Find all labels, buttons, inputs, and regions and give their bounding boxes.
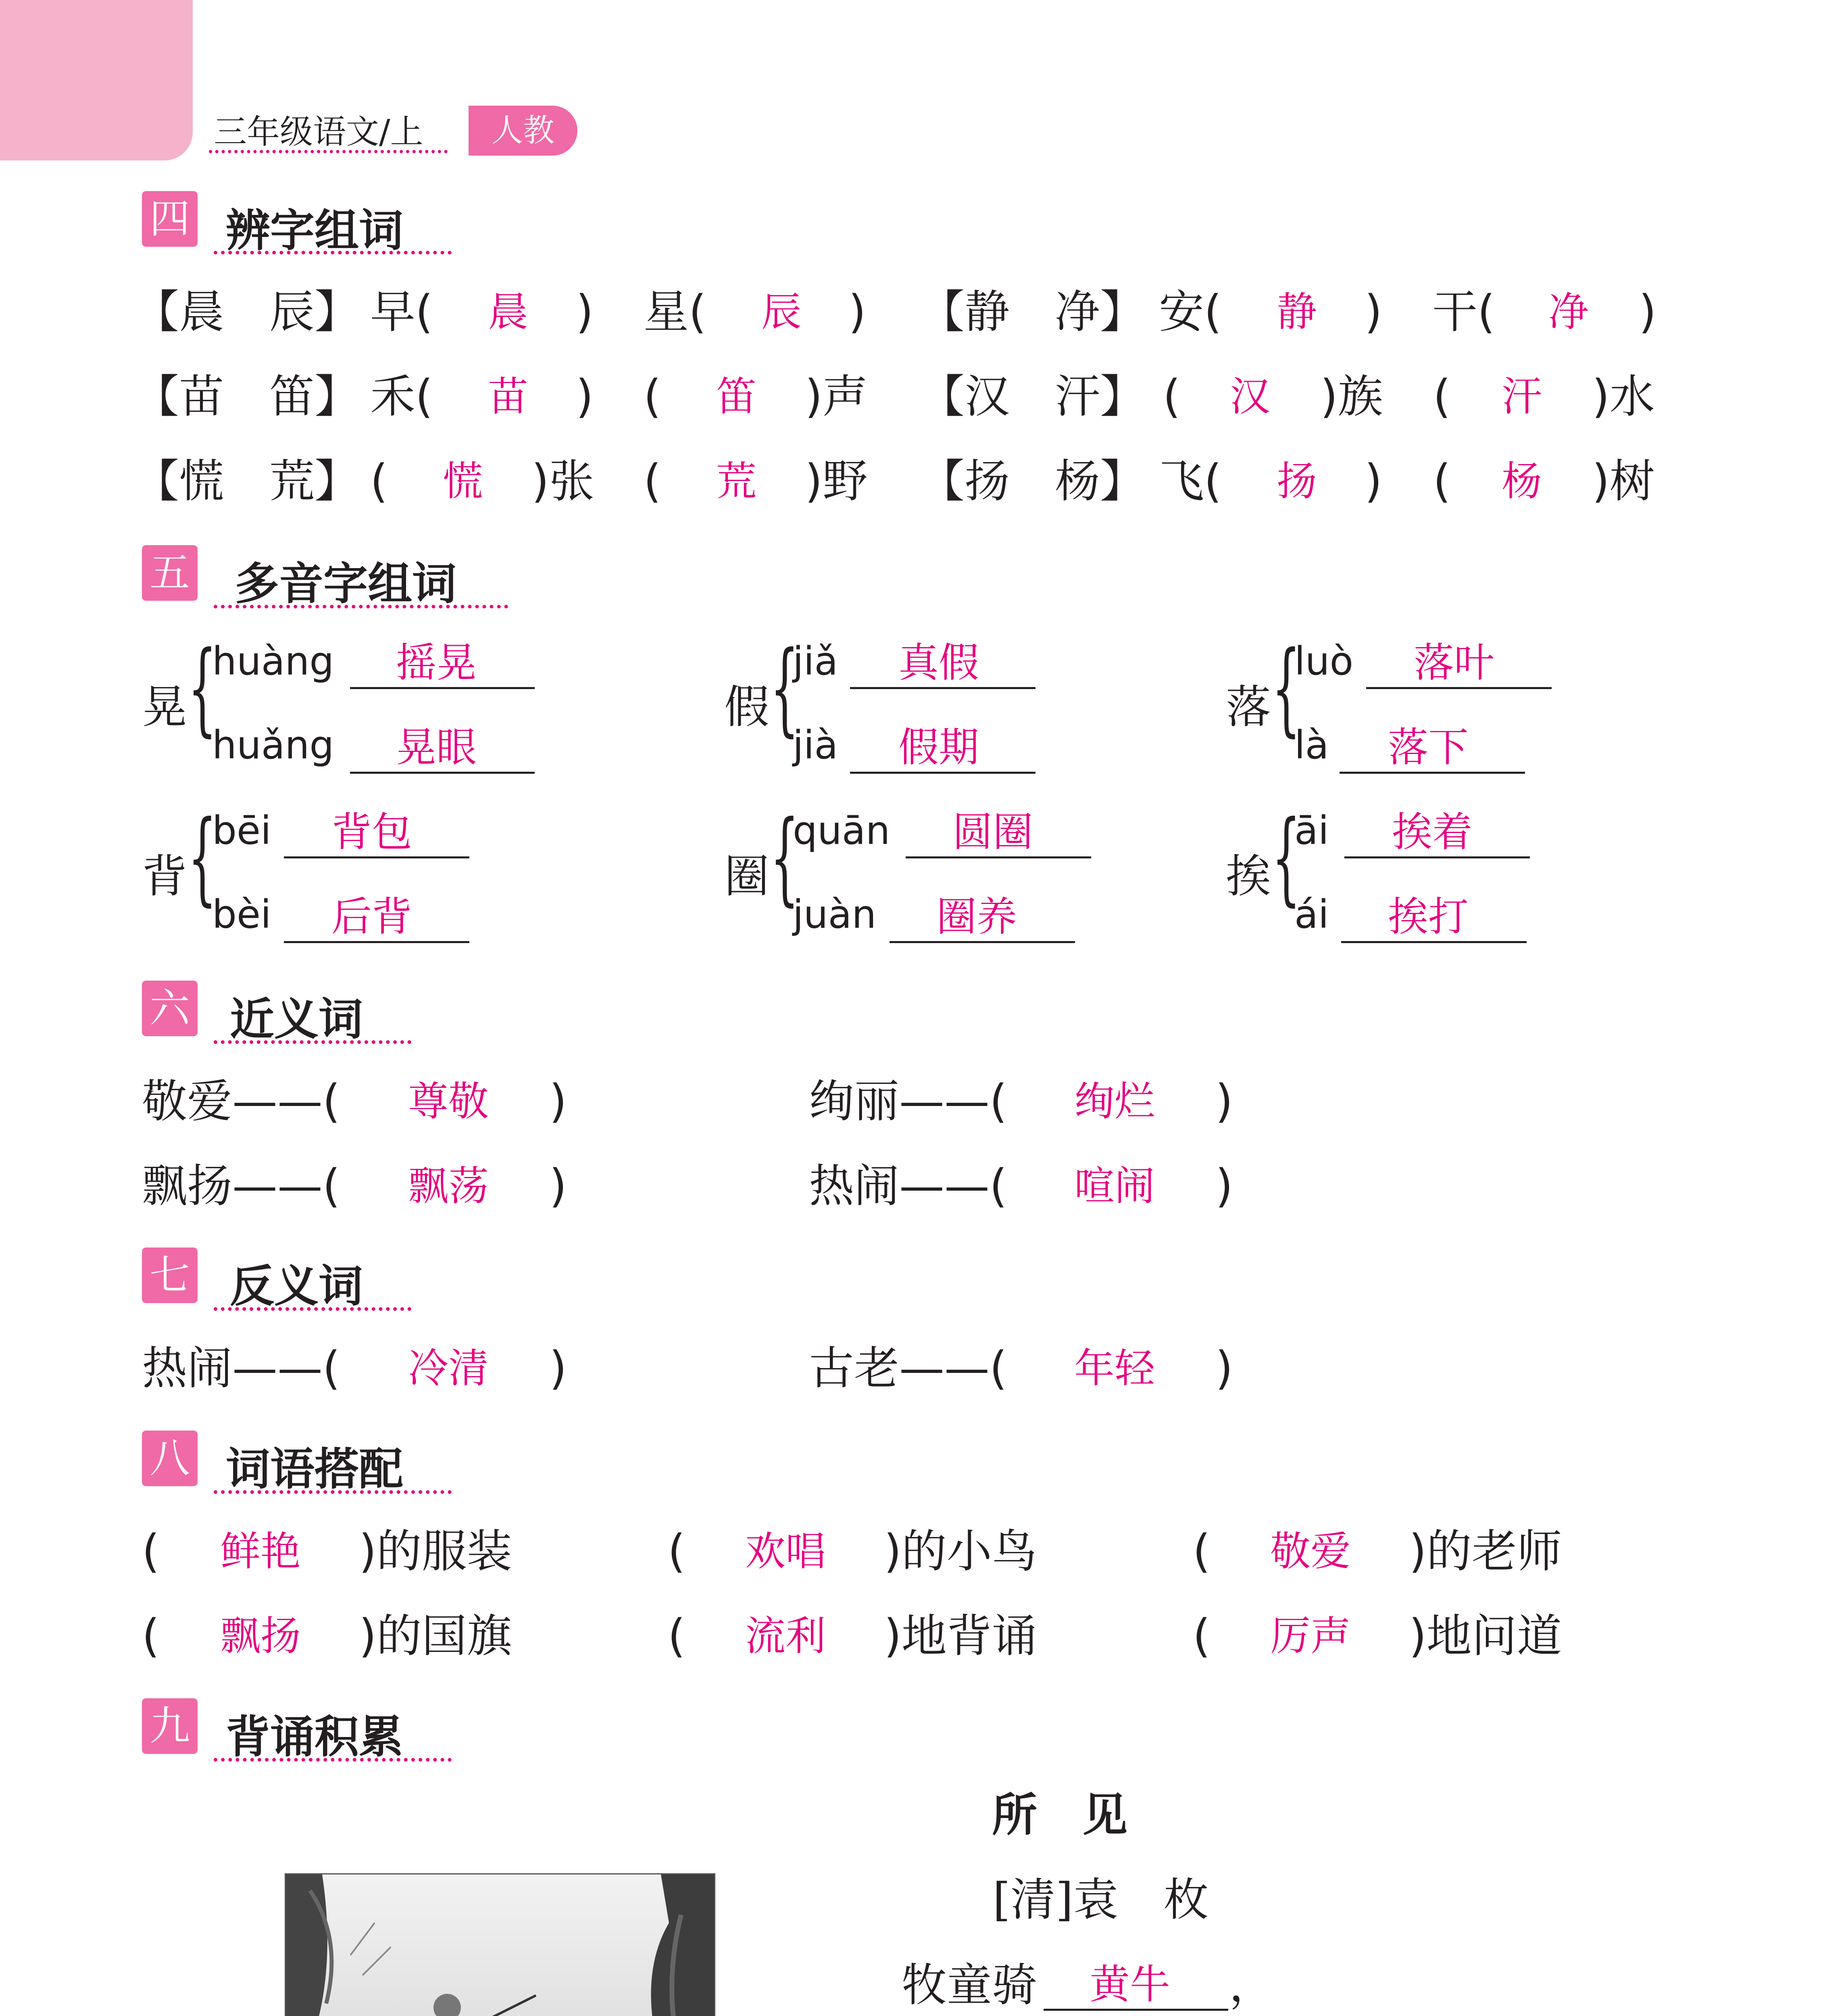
pinyin: āi (1294, 808, 1329, 853)
answer: 辰 (761, 288, 802, 335)
open-paren: ( (1193, 1525, 1211, 1578)
answer: 欢唱 (745, 1528, 826, 1575)
answer: 真假 (898, 639, 979, 686)
open-paren: ( (668, 1610, 685, 1662)
answer: 飘荡 (408, 1162, 489, 1210)
answer-line (284, 856, 469, 858)
answer: 圆圈 (952, 808, 1033, 856)
collocation-word: )的国旗 (359, 1610, 512, 1662)
word-suffix: )树 (1592, 455, 1655, 508)
collocation-word: )地问道 (1409, 1610, 1562, 1662)
section-9-title: 背诵积累 (226, 1711, 403, 1763)
collocation-word: )的老师 (1409, 1525, 1562, 1578)
answer: 晃眼 (396, 724, 477, 771)
word-prefix: 早( (370, 286, 433, 338)
word-prefix: ( (644, 371, 661, 423)
answer-line (1344, 856, 1530, 858)
answer: 挨打 (1388, 893, 1469, 940)
word-suffix: ) (1365, 286, 1382, 338)
open-paren: ( (668, 1525, 685, 1578)
pinyin: jiǎ (793, 639, 838, 684)
pinyin: quān (793, 808, 890, 853)
answer-line (350, 772, 535, 774)
answer-line (1044, 2009, 1228, 2011)
word-suffix: ) (576, 371, 594, 423)
answer: 流利 (745, 1612, 826, 1660)
pinyin: jià (793, 723, 838, 768)
answer-line (906, 856, 1091, 858)
pinyin: bēi (212, 808, 271, 853)
section-7-title: 反义词 (230, 1260, 363, 1312)
section-8-title: 词语搭配 (226, 1443, 403, 1495)
answer: 落下 (1388, 724, 1469, 771)
answer: 圈养 (936, 893, 1017, 940)
open-paren: ( (142, 1525, 160, 1578)
section-5-title: 多音字组词 (235, 558, 456, 610)
answer: 扬 (1277, 458, 1317, 505)
answer-line (890, 941, 1075, 943)
section-6-underline (214, 1040, 411, 1044)
word-prefix: ( (1433, 455, 1451, 508)
pinyin: luò (1294, 639, 1354, 684)
word-prefix: 禾( (370, 371, 433, 423)
answer-line (1341, 941, 1527, 943)
word-suffix: ) (576, 286, 594, 338)
publisher-badge: 人教 (469, 106, 577, 156)
answer: 喧闹 (1074, 1162, 1155, 1210)
section-8-number: 八 (142, 1431, 198, 1486)
synonym-word: 飘扬——( (142, 1160, 340, 1212)
word-prefix: 干( (1432, 286, 1495, 338)
answer: 苗 (488, 373, 528, 420)
answer: 尊敬 (408, 1078, 489, 1125)
brace-icon: { (770, 799, 799, 916)
poem-line-1-suffix: ， (1229, 1959, 1274, 2012)
answer: 鲜艳 (220, 1528, 301, 1575)
word-suffix: )张 (531, 455, 594, 508)
brace-icon: { (188, 629, 217, 747)
section-5-underline (214, 605, 508, 608)
answer: 荒 (716, 458, 756, 505)
polyphone-char: 落 (1226, 681, 1271, 733)
answer: 飘扬 (220, 1612, 301, 1660)
section-5-number: 五 (142, 545, 198, 601)
collocation-word: )地背诵 (884, 1610, 1037, 1662)
word-prefix: ( (1433, 371, 1451, 423)
word-suffix: )声 (805, 371, 868, 423)
pinyin: huàng (212, 639, 334, 684)
header-dotted-line (209, 150, 448, 153)
antonym-word: 古老——( (809, 1342, 1007, 1395)
answer-line (1340, 772, 1525, 774)
word-suffix: )水 (1592, 371, 1655, 423)
answer: 厉声 (1270, 1612, 1351, 1660)
answer: 年轻 (1074, 1345, 1155, 1392)
answer: 黄牛 (1090, 1961, 1170, 2008)
word-prefix: ( (1163, 371, 1181, 423)
word-prefix: ( (644, 455, 661, 508)
polyphone-char: 挨 (1226, 850, 1271, 903)
brace-icon: { (770, 629, 799, 747)
section-7-number: 七 (142, 1248, 198, 1303)
answer: 慌 (443, 458, 483, 505)
answer-line (1366, 687, 1552, 689)
char-group-left: 【苗 笛】 (134, 371, 360, 423)
section-8-underline (214, 1490, 452, 1494)
section-7-underline (214, 1307, 411, 1311)
pinyin: là (1294, 723, 1329, 768)
polyphone-char: 假 (724, 681, 769, 733)
answer: 敬爱 (1270, 1528, 1351, 1575)
answer: 冷清 (408, 1345, 489, 1392)
answer: 晨 (488, 288, 528, 335)
close-paren: ) (549, 1160, 567, 1212)
open-paren: ( (142, 1610, 160, 1662)
close-paren: ) (549, 1075, 567, 1128)
char-group-right: 【静 净】 (919, 286, 1145, 338)
synonym-word: 绚丽——( (809, 1075, 1007, 1128)
answer-line (850, 687, 1036, 689)
answer: 摇晃 (396, 639, 477, 686)
section-6-title: 近义词 (230, 993, 363, 1045)
answer: 净 (1548, 288, 1589, 335)
word-prefix: 星( (644, 286, 706, 338)
section-6-number: 六 (142, 981, 198, 1036)
answer: 挨着 (1392, 808, 1473, 856)
answer-line (350, 687, 535, 689)
open-paren: ( (1193, 1610, 1211, 1662)
answer: 落叶 (1414, 639, 1494, 686)
word-prefix: ( (370, 455, 388, 508)
close-paren: ) (1215, 1075, 1233, 1128)
synonym-word: 热闹——( (809, 1160, 1007, 1212)
char-group-left: 【晨 辰】 (134, 286, 360, 338)
polyphone-char: 晃 (142, 681, 187, 733)
word-suffix: )族 (1320, 371, 1383, 423)
char-group-left: 【慌 荒】 (134, 455, 360, 508)
section-9-number: 九 (142, 1698, 198, 1754)
section-4-number: 四 (142, 191, 198, 247)
brace-icon: { (1272, 799, 1301, 916)
answer: 汗 (1502, 373, 1542, 420)
brace-icon: { (1272, 629, 1301, 747)
section-4-underline (214, 251, 452, 254)
poem-line-1-prefix: 牧童骑 (902, 1959, 1037, 2012)
poem-title: 所 见 (992, 1789, 1127, 1841)
answer: 背包 (331, 808, 412, 856)
word-prefix: 安( (1159, 286, 1222, 338)
close-paren: ) (1215, 1342, 1233, 1395)
poem-illustration (285, 1873, 715, 2016)
word-suffix: )野 (805, 455, 868, 508)
section-9-underline (214, 1758, 452, 1762)
book-title: 三年级语文/上 (214, 113, 423, 151)
brace-icon: { (188, 799, 217, 916)
answer: 绚烂 (1074, 1078, 1155, 1125)
answer: 笛 (716, 373, 756, 420)
word-suffix: ) (848, 286, 866, 338)
close-paren: ) (549, 1342, 567, 1395)
pinyin: ái (1294, 892, 1329, 937)
synonym-word: 敬爱——( (142, 1075, 340, 1128)
word-suffix: ) (1365, 455, 1382, 508)
answer-line (850, 772, 1036, 774)
pinyin: huǎng (212, 723, 334, 768)
answer: 静 (1277, 288, 1317, 335)
pinyin: bèi (212, 892, 271, 937)
answer: 杨 (1502, 458, 1542, 505)
close-paren: ) (1215, 1160, 1233, 1212)
polyphone-char: 背 (142, 850, 187, 903)
char-group-right: 【汉 汗】 (919, 371, 1145, 423)
poem-author: [清]袁 枚 (993, 1874, 1209, 1926)
section-4-title: 辨字组词 (226, 205, 403, 256)
answer: 假期 (898, 724, 979, 771)
answer: 后背 (331, 893, 412, 940)
collocation-word: )的小鸟 (884, 1525, 1037, 1578)
answer-line (284, 941, 469, 943)
polyphone-char: 圈 (724, 850, 769, 903)
corner-tab (0, 0, 193, 160)
word-suffix: ) (1639, 286, 1656, 338)
char-group-right: 【扬 杨】 (919, 455, 1145, 508)
collocation-word: )的服装 (359, 1525, 512, 1578)
pinyin: juàn (793, 892, 877, 937)
answer: 汉 (1230, 373, 1270, 420)
word-prefix: 飞( (1159, 455, 1222, 508)
antonym-word: 热闹——( (142, 1342, 340, 1395)
